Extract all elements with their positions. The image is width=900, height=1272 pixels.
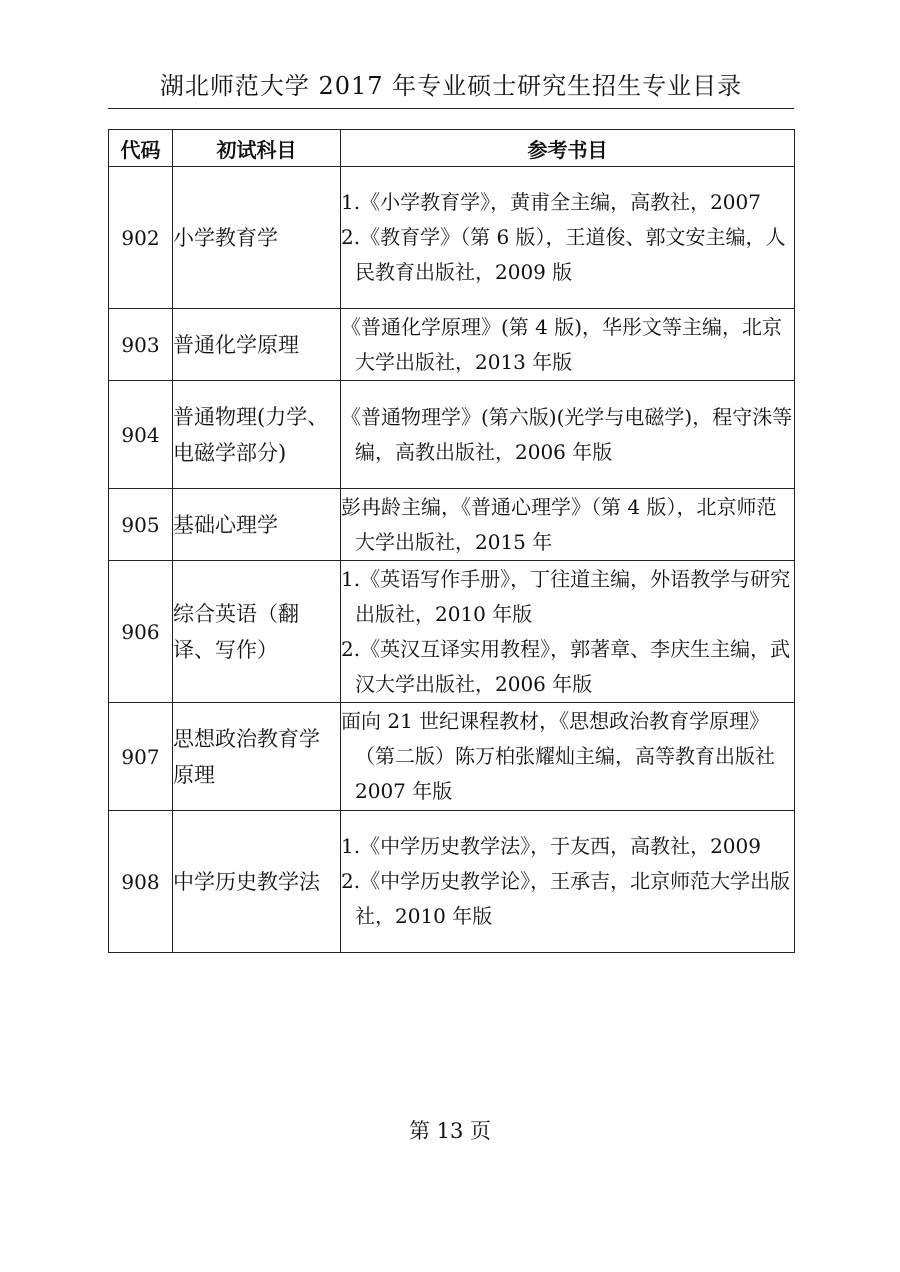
- reference-item: 彭冉龄主编，《普通心理学》（第 4 版），北京师范大学出版社，2015 年: [341, 494, 777, 554]
- reference-item: 2.《教育学》（第 6 版），王道俊、郭文安主编，人民教育出版社，2009 版: [341, 225, 786, 284]
- header-refs: 参考书目: [341, 130, 795, 167]
- reference-item: 1.《英语写作手册》，丁往道主编，外语教学与研究出版社，2010 年版: [341, 566, 791, 626]
- table-row: [109, 703, 795, 811]
- row-refs: [341, 381, 795, 489]
- reference-item: 1.《小学教育学》，黄甫全主编，高教社，2007: [341, 190, 761, 214]
- row-subject: 中学历史教学法: [173, 811, 341, 953]
- header-subject: 初试科目: [173, 130, 341, 167]
- row-refs: [341, 309, 795, 381]
- reference-item: 2.《中学历史教学论》，王承吉，北京师范大学出版社，2010 年版: [341, 869, 791, 928]
- page-number: 第 13 页: [408, 1119, 492, 1143]
- header-code: 代码: [109, 130, 173, 167]
- row-code: 906: [109, 561, 173, 703]
- table-row: [109, 561, 795, 703]
- reference-item: 《普通物理学》(第六版)(光学与电磁学)，程守洙等编，高教出版社，2006 年版: [341, 404, 793, 464]
- table-row: [109, 309, 795, 381]
- row-code: 907: [109, 703, 173, 811]
- table-row: [109, 381, 795, 489]
- row-subject: 思想政治教育学原理: [173, 703, 341, 811]
- reference-item: 1.《中学历史教学法》，于友西，高教社，2009: [341, 834, 761, 858]
- row-refs: [341, 489, 795, 561]
- row-refs: [341, 561, 795, 703]
- row-code: 908: [109, 811, 173, 953]
- row-refs: [341, 703, 795, 811]
- row-refs: [341, 811, 795, 953]
- table-header-row: [109, 130, 795, 167]
- table-row: [109, 811, 795, 953]
- reference-item: 面向 21 世纪课程教材，《思想政治教育学原理》（第二版）陈万柏张耀灿主编，高等教育出版社 2007 年版: [341, 709, 775, 803]
- row-subject: 普通化学原理: [173, 309, 341, 381]
- row-refs: [341, 167, 795, 309]
- row-subject: 基础心理学: [173, 489, 341, 561]
- reference-item: 《普通化学原理》(第 4 版)，华彤文等主编，北京大学出版社，2013 年版: [341, 314, 783, 374]
- page-header-title: 湖北师范大学 2017 年专业硕士研究生招生专业目录: [108, 68, 794, 109]
- row-code: 903: [109, 309, 173, 381]
- reference-item: 2.《英汉互译实用教程》，郭著章、李庆生主编，武汉大学出版社，2006 年版: [341, 636, 791, 696]
- row-subject: 综合英语（翻译、写作）: [173, 561, 341, 703]
- row-code: 904: [109, 381, 173, 489]
- row-subject: 普通物理(力学、电磁学部分): [173, 381, 341, 489]
- row-subject: 小学教育学: [173, 167, 341, 309]
- table-row: [109, 167, 795, 309]
- table-row: [109, 489, 795, 561]
- row-code: 902: [109, 167, 173, 309]
- row-code: 905: [109, 489, 173, 561]
- catalog-table: [108, 129, 795, 953]
